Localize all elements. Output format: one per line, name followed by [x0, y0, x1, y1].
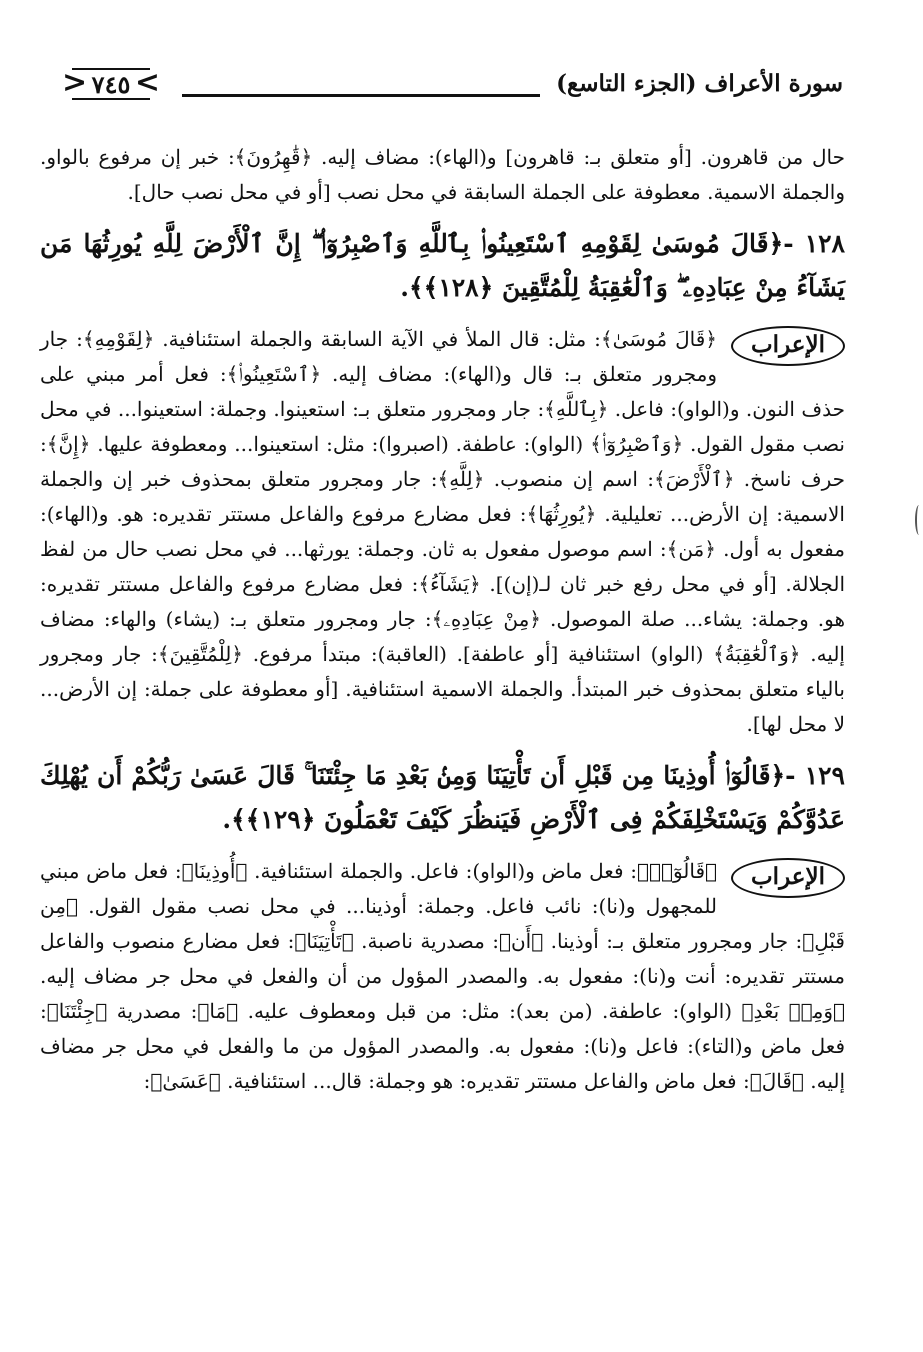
page-edge-mark [915, 505, 923, 535]
irab-section-128 [40, 322, 845, 742]
irab-label-129: الإعراب [731, 858, 845, 898]
page-body [40, 140, 845, 1099]
verse-128: ١٢٨ -﴿قَالَ مُوسَىٰ لِقَوْمِهِ ٱسْتَعِينُوا۟ بِٱللَّهِ وَٱصْبِرُوٓا۟ ۖ إِنَّ ٱلْأَرْضَ لِلَّهِ يُورِثُهَا مَن يَشَآءُ مِنْ عِبَادِهِۦ ۖ وَٱلْعَٰقِبَةُ لِلْمُتَّقِينَ ﴿١٢٨﴾﴾. [40, 229, 845, 302]
page-number: ٧٤٥ [91, 69, 131, 99]
page-number-left-bracket: < [62, 65, 88, 100]
page-number-badge [62, 64, 160, 104]
irab-label-128: الإعراب [731, 326, 845, 366]
verse-129: ١٢٩ -﴿قَالُوٓا۟ أُوذِينَا مِن قَبْلِ أَن تَأْتِيَنَا وَمِنۢ بَعْدِ مَا جِئْتَنَا ۚ قَالَ عَسَىٰ رَبُّكُمْ أَن يُهْلِكَ عَدُوَّكُمْ وَيَسْتَخْلِفَكُمْ فِى ٱلْأَرْضِ فَيَنظُرَ كَيْفَ تَعْمَلُونَ ﴿١٢٩﴾﴾. [40, 761, 845, 834]
page-number-right-bracket: > [134, 65, 160, 100]
page-header [30, 64, 843, 108]
running-title: سورة الأعراف (الجزء التاسع) [556, 70, 843, 97]
intro-paragraph: حال من قاهرون. [أو متعلق بـ: قاهرون] و(الهاء): مضاف إليه. ﴿قَٰهِرُونَ﴾: خبر إن مرفوع بالواو. والجملة الاسمية. معطوفة على الجملة السابقة في محل نصب [أو في محل نصب حال]. [40, 145, 845, 204]
irab-text-128: ﴿قَالَ مُوسَىٰ﴾: مثل: قال الملأ في الآية السابقة والجملة استئنافية. ﴿لِقَوْمِهِ﴾: جار ومجرور متعلق بـ: قال و(الهاء): مضاف إليه. ﴿ٱسْتَعِينُوا۟﴾: فعل أمر مبني على حذف النون. و(الواو): فاعل. ﴿بِٱللَّهِ﴾: جار ومجرور متعلق بـ: استعينوا. وجملة: استعينوا... في محل نصب مقول القول. ﴿وَٱصْبِرُوٓا۟﴾ (الواو): عاطفة. (اصبروا): مثل: استعينوا... ومعطوفة عليها. ﴿إِنَّ﴾: حرف ناسخ. ﴿ٱلْأَرْضَ﴾: اسم إن منصوب. ﴿لِلَّهِ﴾: جار ومجرور متعلق بمحذوف خبر إن والجملة الاسمية: إن الأرض... تعليلية. ﴿يُورِثُهَا﴾: فعل مضارع مرفوع والفاعل مستتر تقديره: هو. و(الهاء): مفعول به أول. ﴿مَن﴾: اسم موصول مفعول به ثان. وجملة: يورثها... في محل نصب حال من لفظ الجلالة. [أو في محل رفع خبر ثان لـ(إن)]. ﴿يَشَآءُ﴾: فعل مضارع مرفوع والفاعل مستتر تقديره: هو. وجملة: يشاء... صلة الموصول. ﴿مِنْ عِبَادِهِۦ﴾: جار ومجرور متعلق بـ: (يشاء) والهاء: مضاف إليه. ﴿وَٱلْعَٰقِبَةُ﴾ (الواو) استئنافية [أو عاطفة]. (العاقبة): مبتدأ مرفوع. ﴿لِلْمُتَّقِينَ﴾: جار ومجرور بالياء متعلق بمحذوف خبر المبتدأ. والجملة الاسمية استئنافية. [أو معطوفة على جملة: إن الأرض... لا محل لها]. [40, 327, 845, 736]
header-rule [182, 94, 540, 97]
irab-text-129: ﴿قَالُوٓا۟﴾: فعل ماض و(الواو): فاعل. والجملة استئنافية. ﴿أُوذِينَا﴾: فعل ماض مبني للمجهول و(نا): نائب فاعل. وجملة: أوذينا... في محل نصب مقول القول. ﴿مِن قَبْلِ﴾: جار ومجرور متعلق بـ: أوذينا. ﴿أَن﴾: مصدرية ناصبة. ﴿تَأْتِيَنَا﴾: فعل مضارع منصوب والفاعل مستتر تقديره: أنت و(نا): مفعول به. والمصدر المؤول من أن والفعل في محل جر مضاف إليه. ﴿وَمِنۢ بَعْدِ﴾ (الواو): عاطفة. (من بعد): مثل: من قبل ومعطوف عليه. ﴿مَا﴾: مصدرية ﴿جِئْتَنَا﴾: فعل ماض و(التاء): فاعل و(نا): مفعول به. والمصدر المؤول من ما والفعل في محل جر مضاف إليه. ﴿قَالَ﴾: فعل ماض والفاعل مستتر تقديره: هو وجملة: قال... استئنافية. ﴿عَسَىٰ﴾: [40, 859, 845, 1093]
irab-section-129 [40, 854, 845, 1099]
